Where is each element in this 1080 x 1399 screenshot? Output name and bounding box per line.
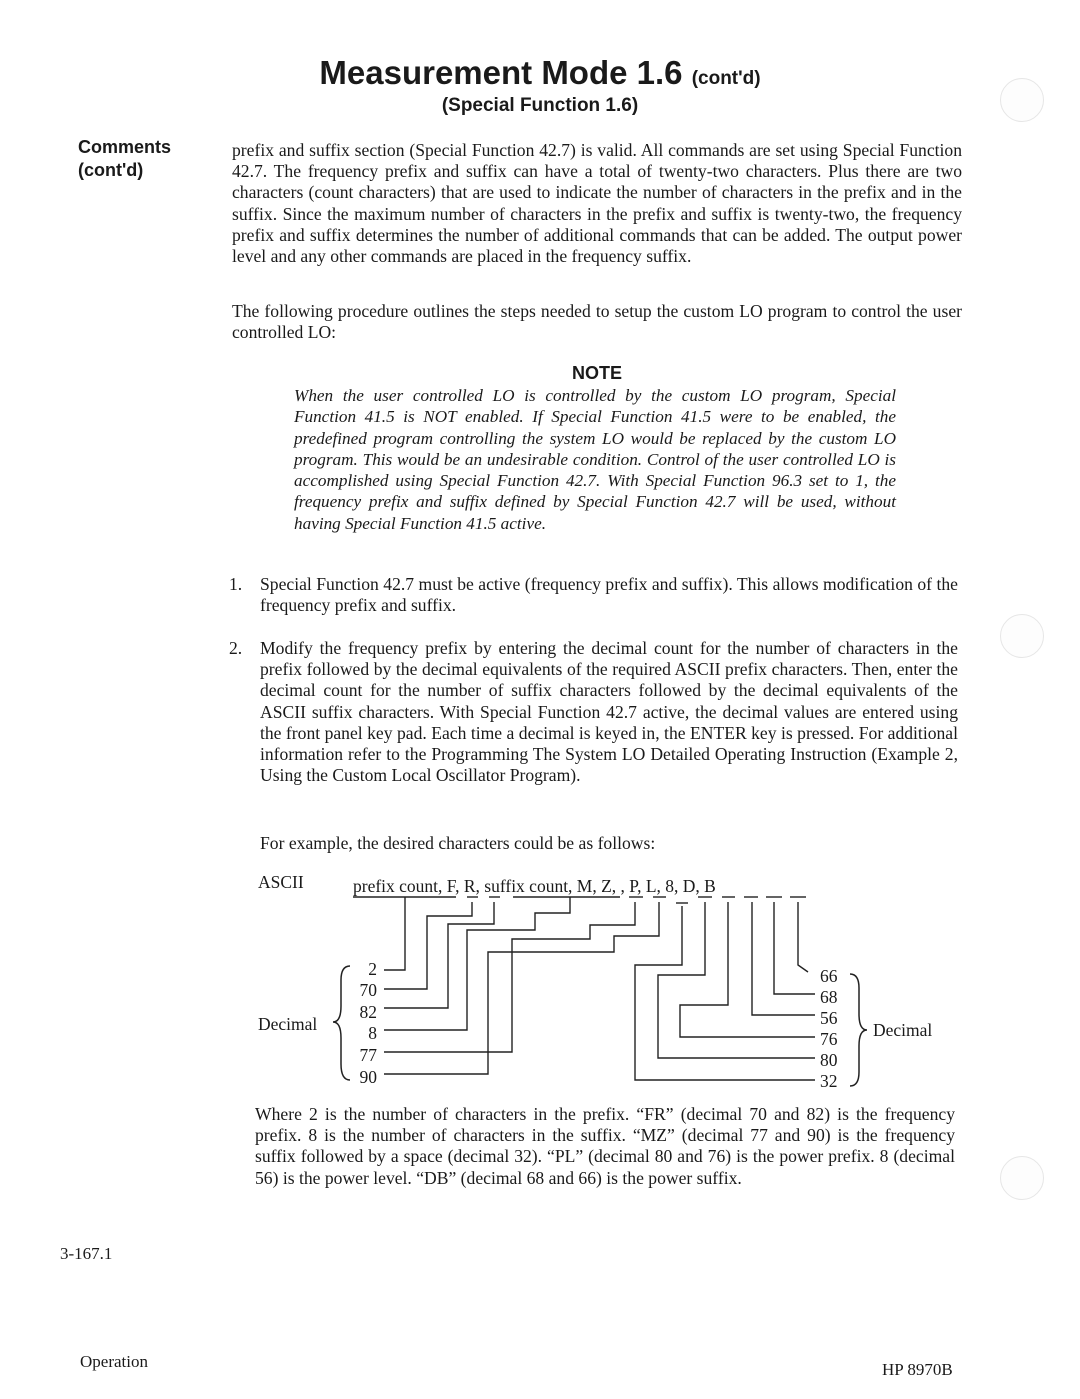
note-text: When the user controlled LO is controlled by the custom LO program, Special Function 41.5 is NOT enabled. If Special Function 41.5 were to be enabled, the predefined program controlling the system LO would be replaced by the custom LO program. This would be an undesirable condition. Control of the user controlled LO is accomplished using Special Function 42.7. With Special Function 96.3 set to 1, the frequency prefix and suffix defined by Special Function 42.7 will be used, without having Special Function 41.5 active.	[294, 386, 896, 533]
example-intro: For example, the desired characters could be as follows:	[260, 833, 656, 853]
right-value-32: 32	[820, 1071, 838, 1091]
comments-label-line1: Comments	[78, 137, 172, 157]
right-value-80: 80	[820, 1050, 838, 1070]
step-2-number: 2.	[229, 638, 243, 658]
right-value-76: 76	[820, 1029, 838, 1049]
body-paragraph-1: prefix and suffix section (Special Function 42.7) is valid. All commands are set using Special Function 42.7. The frequency prefix and suffix can have a total of twenty-two characters. Plus there are two characters (count characters) that are used to indicate the number of characters in the prefix and in the suffix. Since the maximum number of characters in the prefix and suffix is twenty-two, the frequency prefix and suffix determines the number of additional commands that can be added. The output power level and any other commands are placed in the frequency suffix.	[232, 140, 962, 267]
comments-label-line2: (cont'd)	[78, 160, 144, 180]
left-value-90: 90	[359, 1067, 377, 1087]
left-value-70: 70	[359, 980, 377, 1000]
step-2-text: Modify the frequency prefix by entering the decimal count for the number of characters in the prefix followed by the decimal equivalents of the required ASCII prefix characters. Then, enter the decimal count for the number of suffix characters followed by the decimal equivalents of the ASCII suffix characters. With Special Function 42.7 active, the decimal values are entered using the front panel key pad. Each time a decimal is keyed in, the ENTER key is pressed. For additional information refer to the Programming The System LO Detailed Operating Instruction (Example 2, Using the Custom Local Oscillator Program).	[260, 638, 958, 786]
right-value-56: 56	[820, 1008, 838, 1028]
page-title-main: Measurement Mode 1.6	[319, 54, 683, 91]
page-title-suffix: (cont'd)	[691, 68, 761, 89]
right-brace	[850, 974, 867, 1086]
right-value-68: 68	[820, 987, 838, 1007]
connector-lines	[353, 897, 815, 1080]
left-value-2: 2	[368, 959, 377, 979]
footer-model: HP 8970B	[882, 1360, 953, 1379]
note-title: NOTE	[571, 363, 622, 383]
footer-section: Operation	[80, 1352, 148, 1371]
step-1-number: 1.	[229, 574, 243, 594]
body-paragraph-2: The following procedure outlines the steps needed to setup the custom LO program to control the user controlled LO:	[232, 301, 962, 343]
ascii-row: prefix count, F, R, suffix count, M, Z, , P, L, 8, D, B	[353, 876, 716, 896]
left-value-82: 82	[359, 1002, 377, 1022]
binder-hole-bottom	[1000, 1156, 1044, 1200]
ascii-label: ASCII	[258, 872, 304, 892]
decimal-label-left: Decimal	[258, 1014, 318, 1034]
left-brace	[333, 966, 350, 1080]
page-subtitle: (Special Function 1.6)	[441, 95, 639, 116]
decimal-label-right: Decimal	[873, 1020, 933, 1040]
step-1-text: Special Function 42.7 must be active (frequency prefix and suffix). This allows modification of the frequency prefix and suffix.	[260, 574, 958, 616]
left-value-77: 77	[359, 1045, 377, 1065]
page-number: 3-167.1	[60, 1244, 113, 1263]
explanation-paragraph: Where 2 is the number of characters in the prefix. “FR” (decimal 70 and 82) is the frequency prefix. 8 is the number of characters in the suffix. “MZ” (decimal 77 and 90) is the frequency suffix followed by a space (decimal 32). “PL” (decimal 80 and 76) is the power prefix. 8 (decimal 56) is the power level. “DB” (decimal 68 and 66) is the power suffix.	[255, 1104, 955, 1188]
right-value-66: 66	[820, 966, 838, 986]
left-value-8: 8	[368, 1023, 377, 1043]
